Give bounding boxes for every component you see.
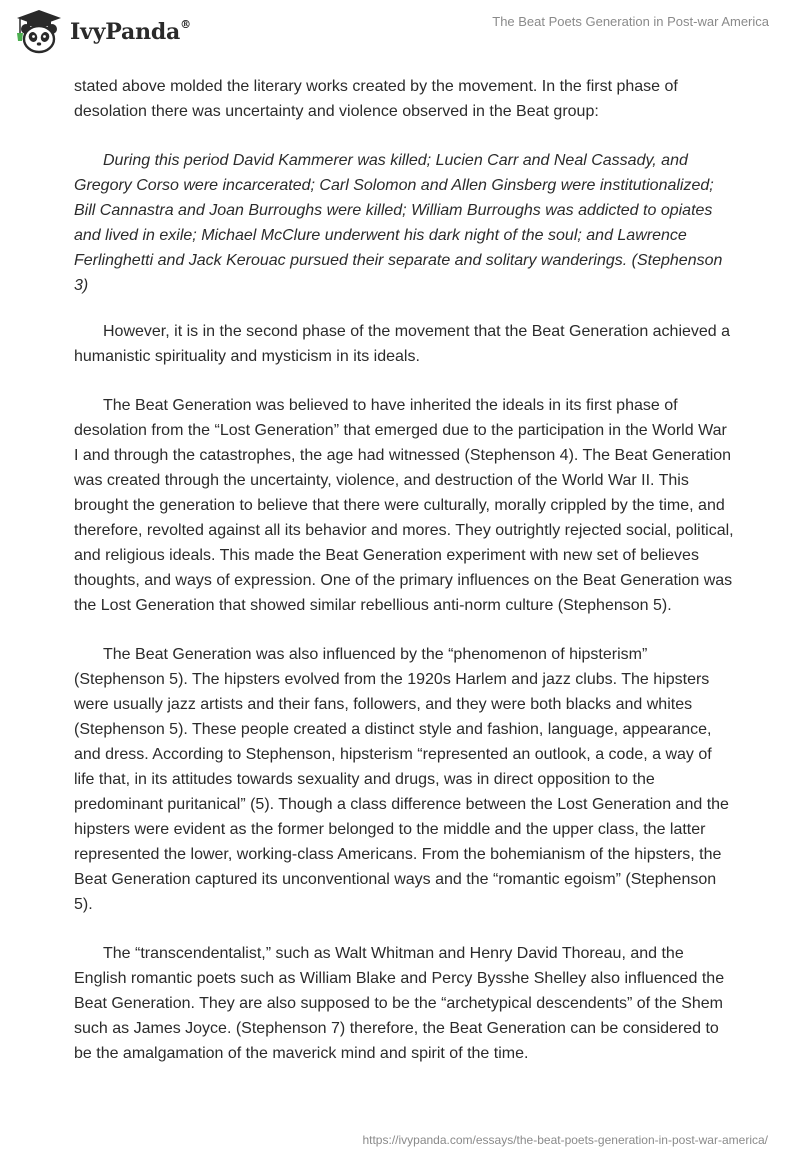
brand-name: IvyPanda®	[70, 17, 191, 45]
document-title: The Beat Poets Generation in Post-war America	[492, 14, 769, 29]
source-url[interactable]: https://ivypanda.com/essays/the-beat-poets-generation-in-post-war-america/	[362, 1133, 768, 1147]
block-quote: During this period David Kammerer was killed; Lucien Carr and Neal Cassady, and Gregory Corso were incarcerated; Carl Solomon and Allen Ginsberg were institutionalized; Bill Cannastra and Joan Burroughs were killed; William Burroughs was addicted to opiates and lived in exile; Michael McClure underwent his dark night of the soul; and Lawrence Ferlinghetti and Jack Kerouac pursued their separate and solitary wanderings. (Stephenson 3)	[74, 152, 723, 294]
paragraph: stated above molded the literary works created by the movement. In the first phase of desolation there was uncertainty and violence observed in the Beat group:	[74, 78, 678, 120]
paragraph: However, it is in the second phase of the movement that the Beat Generation achieved a humanistic spirituality and mysticism in its ideals.	[74, 323, 731, 365]
paragraph: The Beat Generation was also influenced by the “phenomenon of hipsterism” (Stephenson 5). The hipsters evolved from the 1920s Harlem and jazz clubs. The hipsters were usually jazz artists and their fans, followers, and they were both blacks and whites (Stephenson 5). These people created a distinct style and fashion, language, appearance, and dress. According to Stephenson, hipsterism “represented an outlook, a code, a way of life that, in its attitudes towards sexuality and drugs, was in direct opposition to the predominant puritanical” (5). Though a class difference between the Lost Generation and the hipsters were evident as the former belonged to the middle and the upper class, the latter represented the lower, working-class Americans. From the bohemianism of the hipsters, the Beat Generation captured its unconventional ways and the “romantic egoism” (Stephenson 5).	[74, 646, 729, 913]
paragraph: The Beat Generation was believed to have inherited the ideals in its first phase of desolation from the “Lost Generation” that emerged due to the participation in the World War I and through the catastrophes, the age had witnessed (Stephenson 4). The Beat Generation was created through the uncertainty, violence, and destruction of the World War II. This brought the generation to believe that there were culturally, morally crippled by the time, and therefore, revolted against all its behavior and mores. They outrightly rejected social, political, and religious ideals. This made the Beat Generation experiment with new set of believes thoughts, and ways of expression. One of the primary influences on the Beat Generation was the Lost Generation that showed similar rebellious anti-norm culture (Stephenson 5).	[74, 397, 734, 614]
ivypanda-logo[interactable]	[14, 8, 191, 56]
paragraph: The “transcendentalist,” such as Walt Whitman and Henry David Thoreau, and the English romantic poets such as William Blake and Percy Bysshe Shelley also influenced the Beat Generation. They are also supposed to be the “archetypical descendents” of the Shem such as James Joyce. (Stephenson 7) therefore, the Beat Generation can be considered to be the amalgamation of the maverick mind and spirit of the time.	[74, 945, 725, 1062]
page-header	[0, 0, 800, 64]
essay-body	[74, 74, 734, 1090]
panda-graduate-icon	[14, 9, 64, 55]
